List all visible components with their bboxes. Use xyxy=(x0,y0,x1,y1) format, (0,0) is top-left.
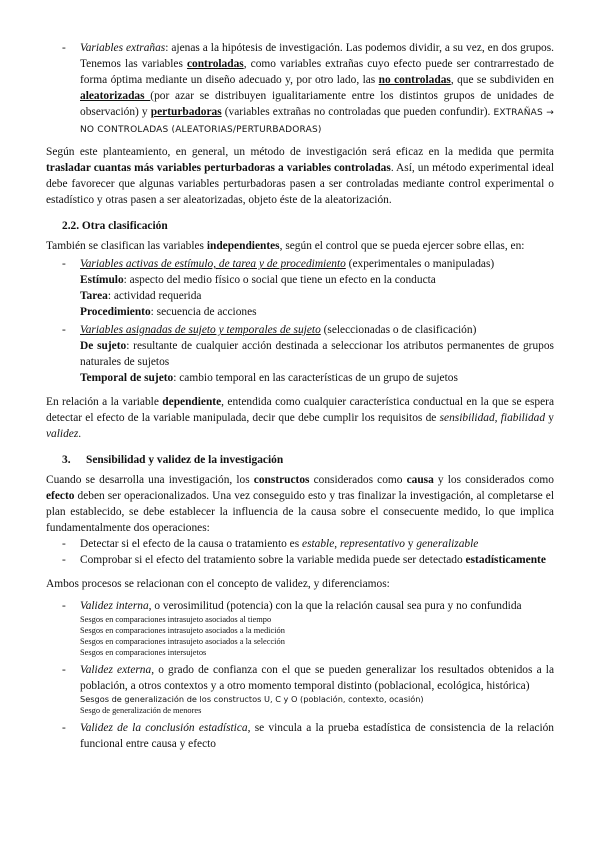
term-controladas: controladas xyxy=(186,58,244,70)
list-dash: - xyxy=(62,554,66,566)
paragraph-dependiente: En relación a la variable dependiente, entendida como cualquier característica conductual en la que se espera detectar el efecto de la variable manipulada, decir que debe cumplir los requisitos de sensibilidad, fiabilidad y validez. xyxy=(46,396,554,440)
term-no-controladas: no controladas xyxy=(378,74,451,86)
list-dash: - xyxy=(62,324,66,336)
list-dash: - xyxy=(62,600,66,612)
sesgo-interna-4: Sesgos en comparaciones intersujetos xyxy=(80,648,207,657)
paragraph-ambos-procesos: Ambos procesos se relacionan con el concepto de validez, y diferenciamos: xyxy=(46,578,390,590)
section-heading-2-2: 2.2. Otra clasificación xyxy=(62,220,168,232)
list-item-validez-externa: - Validez externa, o grado de confianza con el que se pueden generalizar los resultados obtenidos a la población, a otros contextos y a otro momento temporal distinto (poblacional, ecológica, histórica) Sesgos de generalización de los constructos U, C y O (población, contexto, ocasión) Sesgo de generalización de menores xyxy=(62,664,554,715)
term-perturbadoras: perturbadoras xyxy=(150,106,222,118)
sesgo-interna-3: Sesgos en comparaciones intrasujeto asociados a la selección xyxy=(80,637,285,646)
sub-estimulo: Estímulo: aspecto del medio físico o social que tiene un efecto en la conducta xyxy=(80,274,436,286)
term-validez-interna: Validez interna xyxy=(80,600,149,612)
sub-procedimiento: Procedimiento: secuencia de acciones xyxy=(80,306,257,318)
sub-tarea: Tarea: actividad requerida xyxy=(80,290,202,302)
paragraph-independientes: También se clasifican las variables independientes, según el control que se pueda ejercer sobre ellas, en: xyxy=(46,240,525,252)
list-item-operacion-1: - Detectar si el efecto de la causa o tratamiento es estable, representativo y generalizable xyxy=(62,538,479,550)
list-dash: - xyxy=(62,722,66,734)
list-item-variables-activas: - Variables activas de estímulo, de tarea y de procedimiento (experimentales o manipuladas) Estímulo: aspecto del medio físico o social que tiene un efecto en la conducta Tarea: actividad requerida Procedimiento: secuencia de acciones xyxy=(46,256,554,320)
list-item-validez-conclusion: - Validez de la conclusión estadística, se vincula a la prueba estadística de consistencia de la relación funcional entre causa y efecto xyxy=(62,722,554,750)
term-aleatorizadas: aleatorizadas xyxy=(80,90,151,102)
list-item-variables-asignadas: - Variables asignadas de sujeto y temporales de sujeto (seleccionadas o de clasificación) De sujeto: resultante de cualquier acción destinada a seleccionar los atributos permanentes de grupos naturales de sujetos Temporal de sujeto: cambio temporal en las características de un grupo de sujetos xyxy=(62,324,554,384)
sesgo-interna-1: Sesgos en comparaciones intrasujeto asociados al tiempo xyxy=(80,615,272,624)
sesgo-externa-2: Sesgo de generalización de menores xyxy=(80,706,202,715)
paragraph-planteamiento: Según este planteamiento, en general, un método de investigación será eficaz en la medida que permita trasladar cuantas más variables perturbadoras a variables controladas. Así, un método experimental ideal debe favorecer que algunas variables perturbadoras pasen a ser controladas mediante control experimental o estadístico y otras pasen a ser aleatorizadas, objeto éste de la aleatorización. xyxy=(46,146,555,206)
sesgo-externa-1: Sesgos de generalización de los constructos U, C y O (población, contexto, ocasión) xyxy=(80,694,424,704)
sesgo-interna-2: Sesgos en comparaciones intrasujeto asociados a la medición xyxy=(80,626,285,635)
paragraph-constructos: Cuando se desarrolla una investigación, los constructos considerados como causa y los considerados como efecto deben ser operacionalizados. Una vez conseguido esto y tras finalizar la investigación, al completarse el plan establecido, se debe establecer la influencia de la causa sobre el consecuente medido, lo que implica fundamentalmente dos operaciones: xyxy=(46,474,554,534)
list-dash: - xyxy=(62,258,66,270)
section-heading-3: 3. Sensibilidad y validez de la investigación xyxy=(62,454,284,466)
list-dash: - xyxy=(62,538,66,550)
caps-summary: EXTRAÑAS → NO CONTROLADAS (ALEATORIAS/PERTURBADORAS) xyxy=(80,108,555,135)
list-item-operacion-2: - Comprobar si el efecto del tratamiento sobre la variable medida puede ser detectado estadísticamente xyxy=(62,554,546,566)
term-variables-asignadas: Variables asignadas de sujeto y temporales de sujeto xyxy=(80,324,321,336)
sub-de-sujeto: De sujeto: resultante de cualquier acción destinada a seleccionar los atributos permanentes de grupos naturales de sujetos xyxy=(80,340,554,368)
term-variables-activas: Variables activas de estímulo, de tarea y de procedimiento xyxy=(80,258,346,270)
term-validez-externa: Validez externa xyxy=(80,664,152,676)
term-variables-extranas: Variables extrañas xyxy=(80,42,166,54)
list-dash: - xyxy=(62,664,66,676)
sub-temporal-de-sujeto: Temporal de sujeto: cambio temporal en las características de un grupo de sujetos xyxy=(80,372,458,384)
list-item-variables-extranas: - Variables extrañas: ajenas a la hipótesis de investigación. Las podemos dividir, a su vez, en dos grupos. Tenemos las variables controladas, como variables extrañas cuyo efecto puede ser contrarrestado de forma óptima mediante un diseño adecuado y, por otro lado, las no controladas, que se subdividen en aleatorizadas (por azar se distribuyen igualitariamente entre los distintos grupos de unidades de observación) y perturbadoras (variables extrañas no controladas que pueden confundir). EXTRAÑAS → NO CONTROLADAS (ALEATORIAS/PERTURBADORAS) xyxy=(62,42,555,135)
list-item-validez-interna: - Validez interna, o verosimilitud (potencia) con la que la relación causal sea pura y no confundida Sesgos en comparaciones intrasujeto asociados al tiempo Sesgos en comparaciones intrasujeto asociados a la medición Sesgos en comparaciones intrasujeto asociados a la selección Sesgos en comparaciones intersujetos xyxy=(46,598,554,658)
list-dash: - xyxy=(62,42,66,54)
term-validez-conclusion: Validez de la conclusión estadística xyxy=(80,722,248,734)
